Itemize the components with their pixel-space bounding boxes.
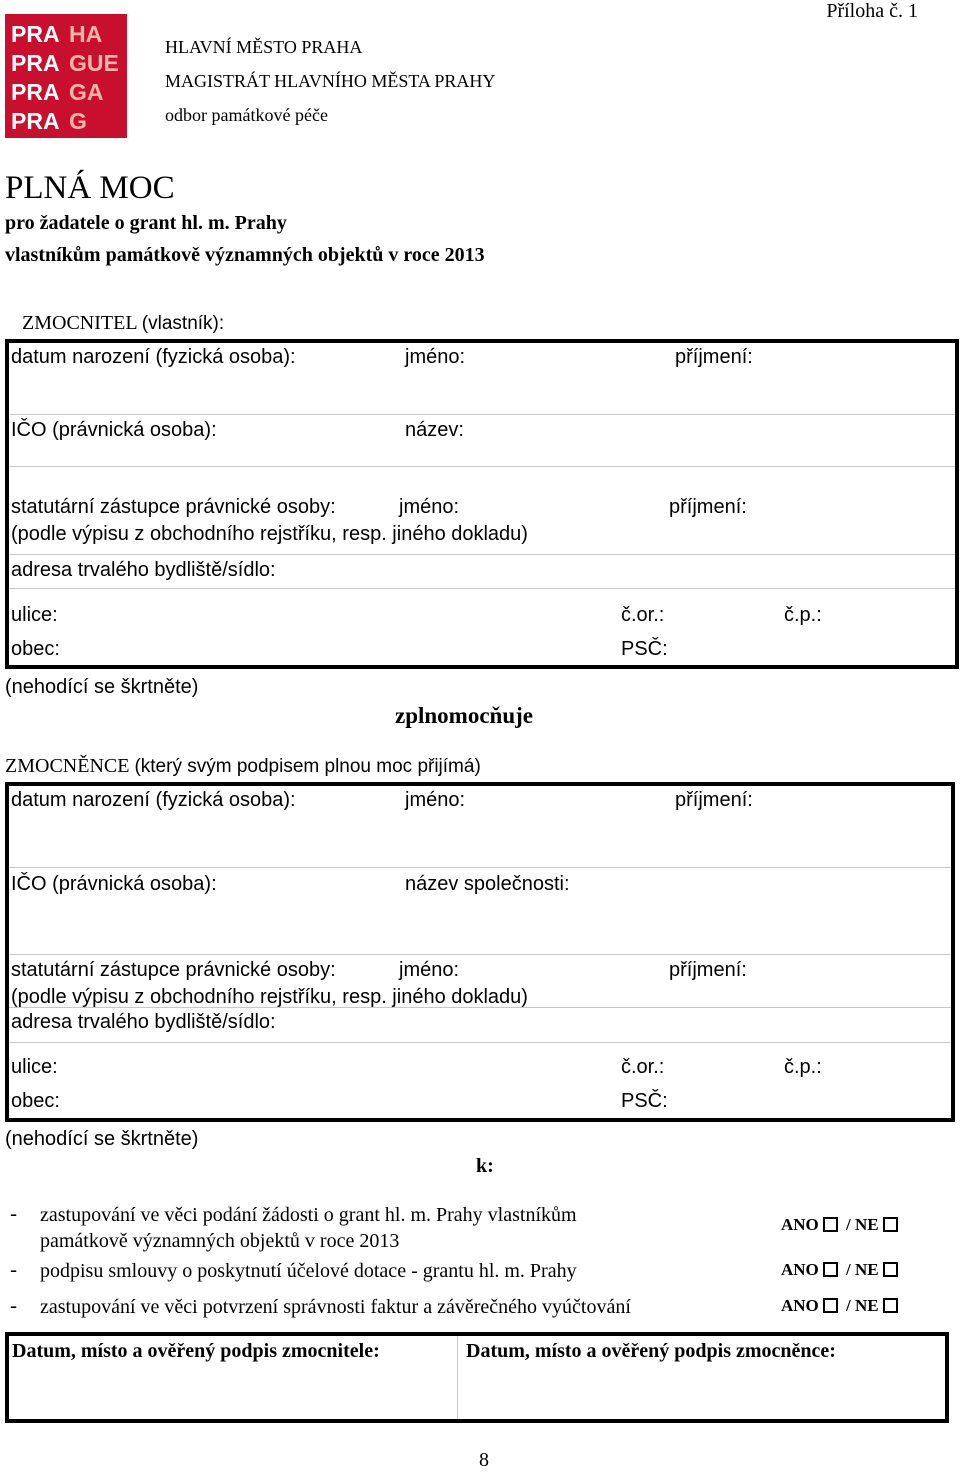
header-magistrate: MAGISTRÁT HLAVNÍHO MĚSTA PRAHY xyxy=(165,71,496,91)
principal-reg-no-label: č.p.: xyxy=(784,604,822,626)
logo-text-right-1: HA xyxy=(69,21,103,47)
item-2-yes-no xyxy=(781,1260,902,1280)
item-1-yes-checkbox[interactable] xyxy=(823,1217,838,1232)
agent-address-label: adresa trvalého bydliště/sídlo: xyxy=(11,1011,276,1033)
principal-street-label: ulice: xyxy=(11,604,58,626)
agent-divider-1 xyxy=(9,867,951,868)
agent-statutory-note: (podle výpisu z obchodního rejstříku, resp. jiného dokladu) xyxy=(11,986,528,1008)
item-1-slash: / xyxy=(846,1215,851,1234)
principal-statutory-name-label: jméno: xyxy=(399,496,460,518)
item-2-line-1: podpisu smlouvy o poskytnutí účelové dotace - grantu hl. m. Prahy xyxy=(40,1260,577,1282)
principal-divider-3 xyxy=(9,554,955,555)
agent-company-label: název společnosti: xyxy=(405,873,570,895)
item-1-line-2: památkově významných objektů v roce 2013 xyxy=(40,1230,400,1252)
principal-company-label: název: xyxy=(405,419,464,441)
principal-statutory-surname-label: příjmení: xyxy=(669,496,747,518)
header-department: odbor památkové péče xyxy=(165,105,328,125)
item-3-dash: - xyxy=(10,1293,17,1317)
agent-birth-label: datum narození (fyzická osoba): xyxy=(11,789,296,811)
agent-divider-4 xyxy=(9,1042,951,1043)
cross-out-note-1: (nehodící se škrtněte) xyxy=(5,676,199,698)
agent-surname-label: příjmení: xyxy=(675,789,753,811)
agent-statutory-label: statutární zástupce právnické osoby: xyxy=(11,959,336,981)
agent-zip-label: PSČ: xyxy=(621,1090,668,1112)
principal-surname-label: příjmení: xyxy=(675,346,753,368)
item-1-line-1: zastupování ve věci podání žádosti o grant hl. m. Prahy vlastníkům xyxy=(40,1204,577,1226)
principal-heading-bold: ZMOCNITEL xyxy=(22,312,137,334)
principal-birth-label: datum narození (fyzická osoba): xyxy=(11,346,296,368)
agent-city-label: obec: xyxy=(11,1090,60,1112)
item-2-yes-label: ANO xyxy=(781,1260,819,1279)
signature-divider xyxy=(457,1336,458,1419)
page-title: PLNÁ MOC xyxy=(5,170,175,206)
agent-heading xyxy=(5,755,481,778)
principal-heading-rest: (vlastník): xyxy=(141,313,225,334)
agent-heading-rest: (který svým podpisem plnou moc přijímá) xyxy=(134,756,481,777)
agent-statutory-surname-label: příjmení: xyxy=(669,959,747,981)
principal-statutory-label: statutární zástupce právnické osoby: xyxy=(11,496,336,518)
logo-text-left-1: PRA xyxy=(11,21,60,47)
item-3-yes-checkbox[interactable] xyxy=(823,1298,838,1313)
agent-heading-bold: ZMOCNĚNCE xyxy=(5,755,130,777)
item-1-no-checkbox[interactable] xyxy=(883,1217,898,1232)
item-3-line-1: zastupování ve věci potvrzení správnosti faktur a závěrečného vyúčtování xyxy=(40,1296,631,1318)
page-number: 8 xyxy=(479,1449,489,1471)
principal-ico-label: IČO (právnická osoba): xyxy=(11,419,217,441)
logo-text-right-4: G xyxy=(69,108,87,134)
principal-divider-4 xyxy=(9,588,955,589)
principal-city-label: obec: xyxy=(11,638,60,660)
logo-text-right-2: GUE xyxy=(69,50,119,76)
item-1-yes-no xyxy=(781,1215,902,1235)
agent-name-label: jméno: xyxy=(405,789,466,811)
item-2-yes-checkbox[interactable] xyxy=(823,1262,838,1277)
principal-zip-label: PSČ: xyxy=(621,638,668,660)
principal-heading xyxy=(22,312,224,335)
item-3-yes-label: ANO xyxy=(781,1296,819,1315)
principal-divider-2 xyxy=(9,466,955,467)
item-3-slash: / xyxy=(846,1296,851,1315)
agent-ico-label: IČO (právnická osoba): xyxy=(11,873,217,895)
subtitle-line-1: pro žadatele o grant hl. m. Prahy xyxy=(5,212,287,234)
prague-logo xyxy=(5,14,127,138)
principal-orient-no-label: č.or.: xyxy=(621,604,665,626)
principal-divider-1 xyxy=(9,414,955,415)
agent-street-label: ulice: xyxy=(11,1056,58,1078)
logo-text-left-4: PRA xyxy=(11,108,60,134)
agent-divider-2 xyxy=(9,954,951,955)
annex-label: Příloha č. 1 xyxy=(826,0,918,22)
authorizes-label: zplnomocňuje xyxy=(395,703,533,728)
principal-statutory-note: (podle výpisu z obchodního rejstříku, resp. jiného dokladu) xyxy=(11,523,528,545)
cross-out-note-2: (nehodící se škrtněte) xyxy=(5,1128,199,1150)
agent-reg-no-label: č.p.: xyxy=(784,1056,822,1078)
principal-address-label: adresa trvalého bydliště/sídlo: xyxy=(11,559,276,581)
item-3-no-label: NE xyxy=(855,1296,879,1315)
logo-text-right-3: GA xyxy=(69,79,104,105)
principal-name-label: jméno: xyxy=(405,346,466,368)
item-1-dash: - xyxy=(10,1201,17,1225)
to-label: k: xyxy=(476,1155,494,1177)
header-city: HLAVNÍ MĚSTO PRAHA xyxy=(165,37,363,57)
item-2-dash: - xyxy=(10,1257,17,1281)
item-1-no-label: NE xyxy=(855,1215,879,1234)
item-2-no-label: NE xyxy=(855,1260,879,1279)
item-3-yes-no xyxy=(781,1296,902,1316)
item-2-no-checkbox[interactable] xyxy=(883,1262,898,1277)
item-3-no-checkbox[interactable] xyxy=(883,1298,898,1313)
signature-agent-label: Datum, místo a ověřený podpis zmocněnce: xyxy=(466,1340,836,1362)
subtitle-line-2: vlastníkům památkově významných objektů v roce 2013 xyxy=(5,244,485,266)
agent-orient-no-label: č.or.: xyxy=(621,1056,665,1078)
item-1-yes-label: ANO xyxy=(781,1215,819,1234)
item-2-slash: / xyxy=(846,1260,851,1279)
signature-principal-label: Datum, místo a ověřený podpis zmocnitele: xyxy=(12,1340,380,1362)
agent-statutory-name-label: jméno: xyxy=(399,959,460,981)
prague-logo-lettering xyxy=(5,14,127,138)
logo-text-left-3: PRA xyxy=(11,79,60,105)
logo-text-left-2: PRA xyxy=(11,50,60,76)
